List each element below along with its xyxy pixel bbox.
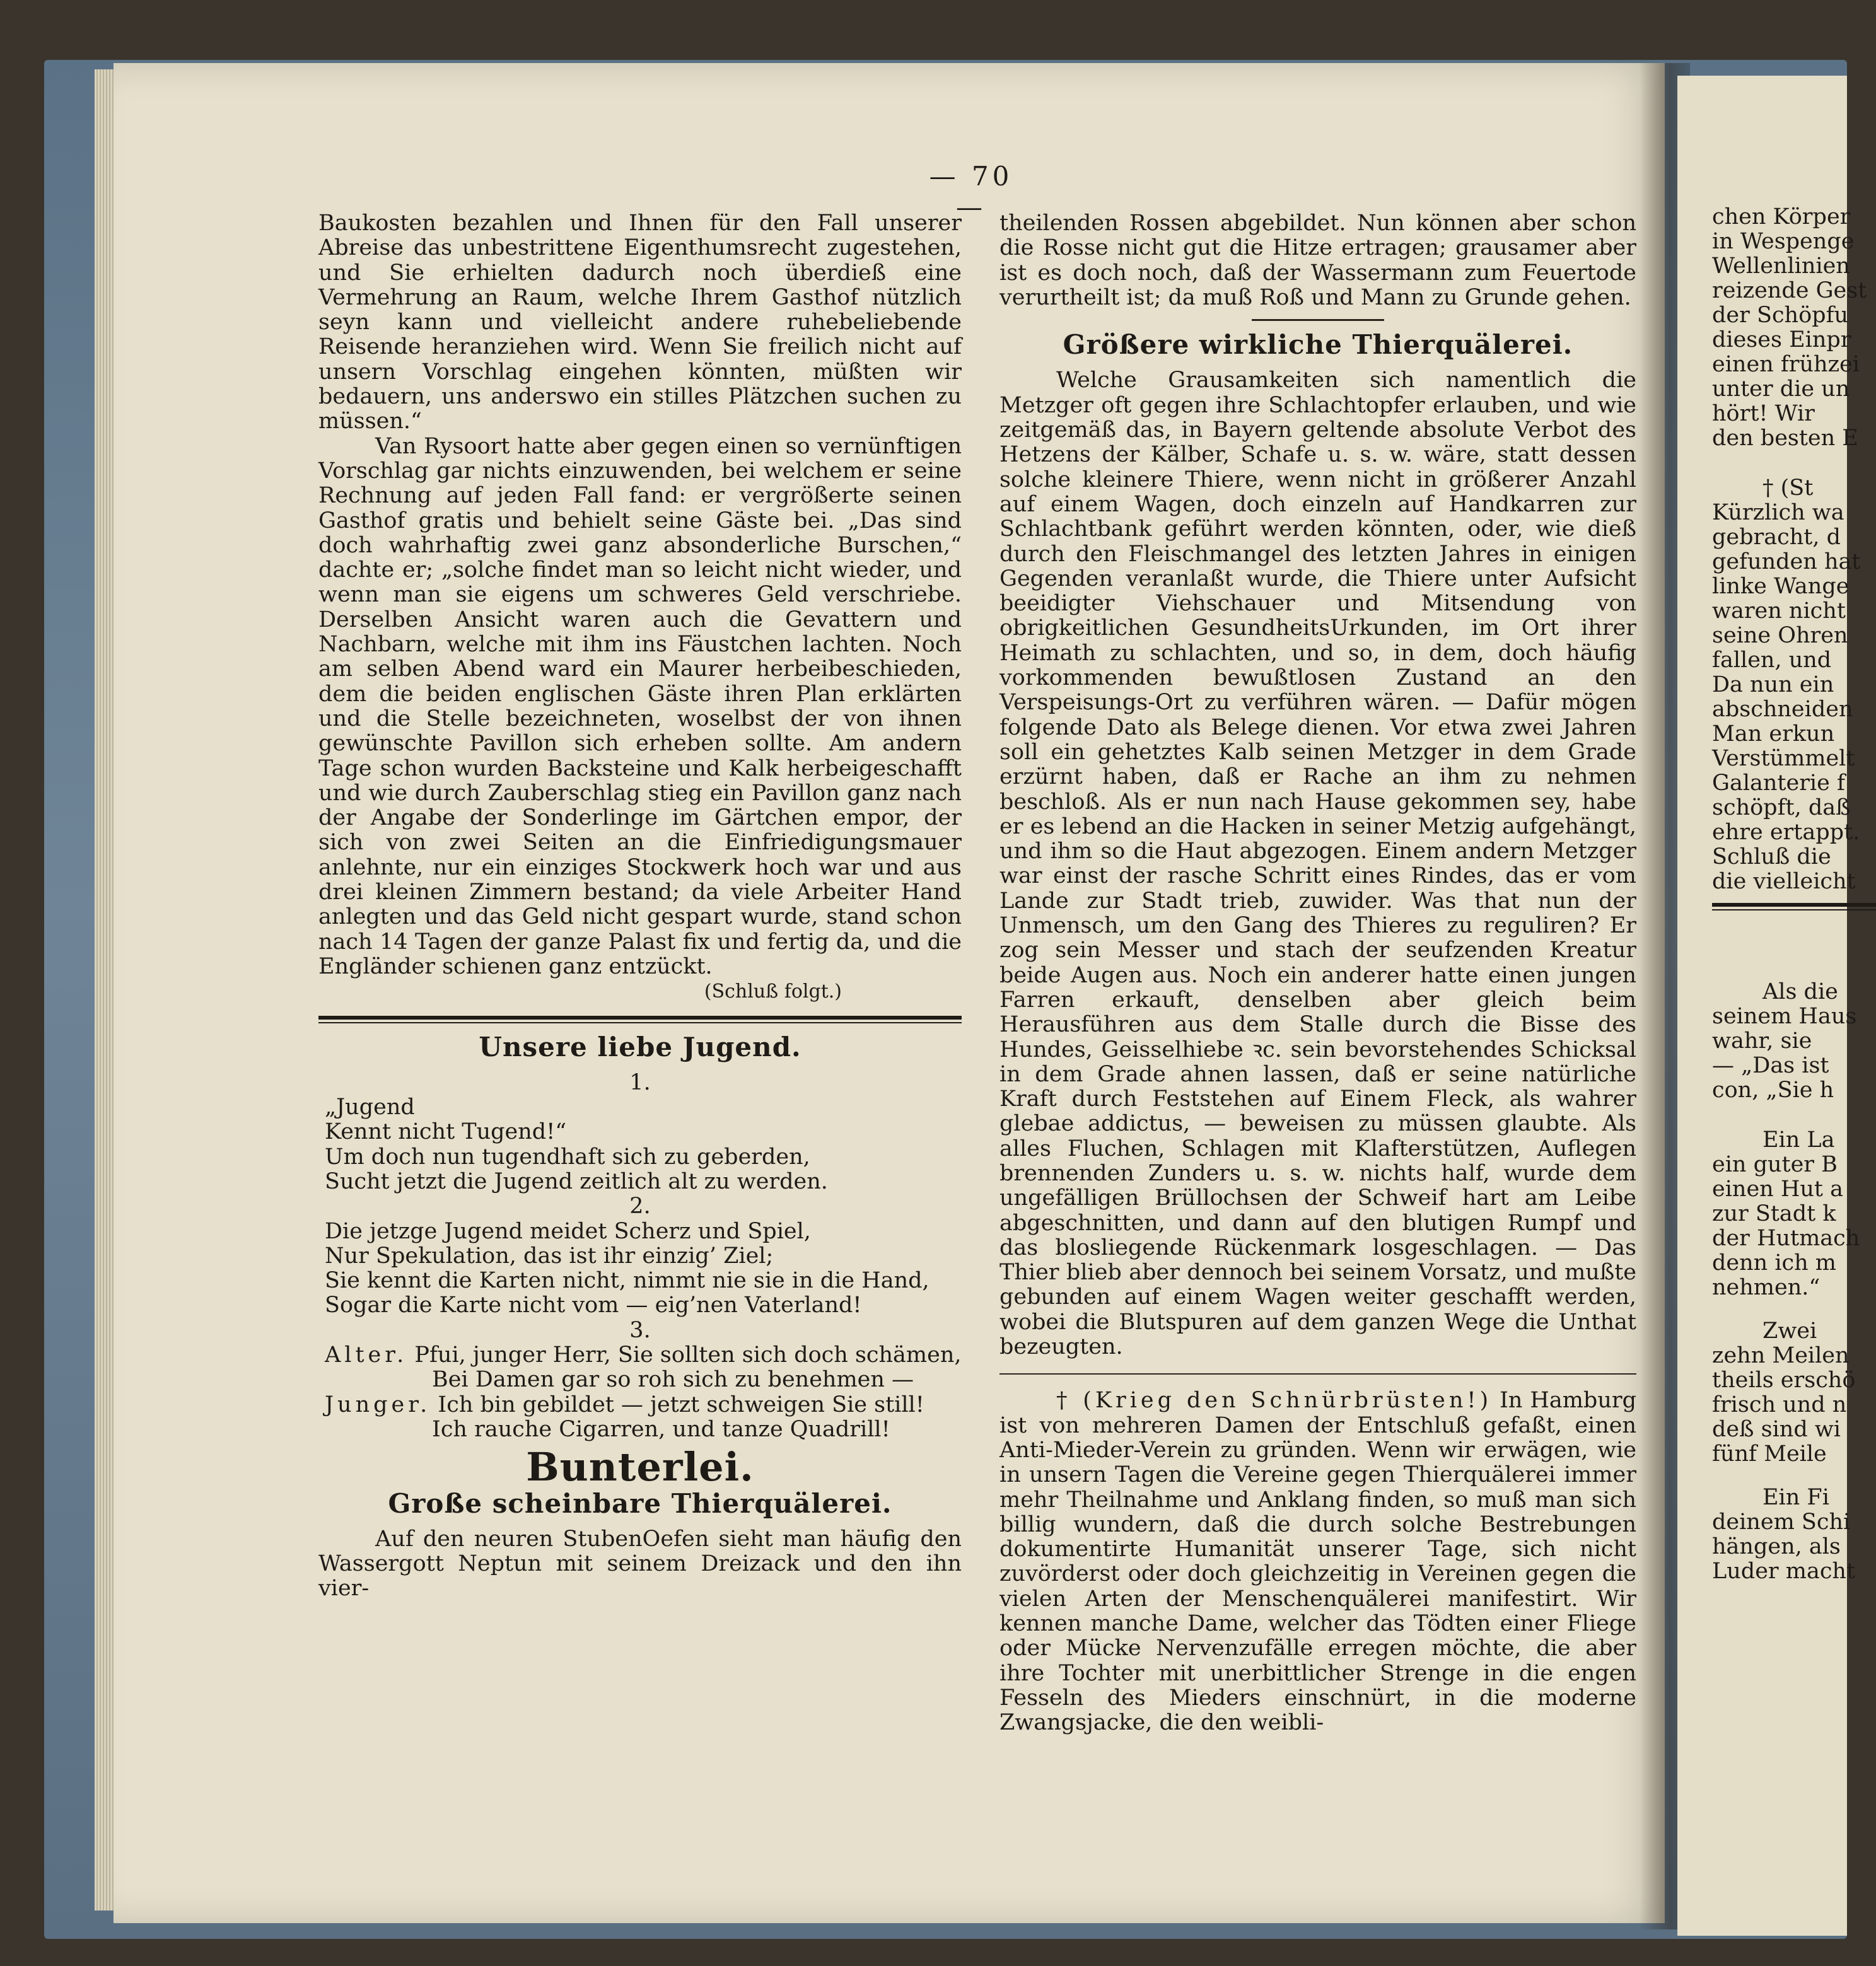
verse-line: Kennt nicht Tugend!“ (325, 1119, 567, 1145)
text-line: Verstümmelt (1712, 746, 1855, 771)
text-line: einen Hut a (1712, 1177, 1843, 1202)
text-line: Wellenlinien (1712, 253, 1850, 279)
left-column (318, 211, 962, 1602)
text-line: ehre ertappt. (1712, 820, 1860, 845)
text-line: Als die (1762, 979, 1838, 1004)
text-line: — „Das ist (1712, 1053, 1829, 1078)
stanza (318, 1095, 962, 1194)
stanza-number: 1. (629, 1069, 651, 1095)
text-block (1712, 980, 1876, 1103)
text-line: hängen, als (1712, 1534, 1841, 1559)
verse-line: Um doch nun tugendhaft sich zu geberden, (325, 1144, 810, 1170)
paragraph: theilenden Rossen abgebildet. Nun können aber schon die Rosse nicht gut die Hitze ertragen; grausamer aber ist es doch noch, daß der Wassermann zum Feuertode verurtheilt ist; da muß Roß und Mann zu Grunde gehen. (999, 211, 1636, 310)
speaker: Junger. (325, 1392, 431, 1417)
paragraph: Van Rysoort hatte aber gegen einen so vernünftigen Vorschlag gar nichts einzuwenden, bei welchem er seine Rechnung auf jeden Fall fand: er vergrößerte seinen Gasthof gratis und behielt seine Gäste bei. „Das sind doch wahrhaftig zwei ganz absonderliche Burschen,“ dachte er; „solche findet man so leicht nicht wieder, und wenn man sie eigens um schweres Geld verschriebe. Derselben Ansicht waren auch die Gevattern und Nachbarn, welche mit ihm ins Fäustchen lachten. Noch am selben Abend ward ein Maurer herbeibeschieden, dem die beiden englischen Gäste ihren Plan erklärten und die Stelle bezeichneten, woselbst der von ihnen gewünschte Pavillon sich erheben sollte. Am andern Tage schon wurden Backsteine und Kalk herbeigeschafft und wie durch Zauberschlag stieg ein Pavillon ganz nach der Angabe der Sonderlinge im Gärtchen empor, der sich von zwei Seiten an die Einfriedigungsmauer anlehnte, nur ein einziges Stockwerk hoch war und aus drei kleinen Zimmern bestand; da viele Arbeiter Hand anlegten und das Geld nicht gespart wurde, stand schon nach 14 Tagen der ganze Palast fix und fertig da, und die Engländer schienen ganz entzückt. (318, 433, 962, 979)
text-line: wahr, sie (1712, 1028, 1812, 1054)
text-line: der Schöpfu (1712, 303, 1849, 328)
text-block (1712, 205, 1876, 451)
text-line: schöpft, daß (1712, 795, 1851, 820)
verse-line: Sogar die Karte nicht vom — eig’nen Vaterland! (325, 1293, 862, 1318)
stanza (318, 1343, 962, 1442)
text-line: reizende Gest (1712, 278, 1867, 303)
text-line: Galanterie f (1712, 771, 1845, 796)
verse-line: Sucht jetzt die Jugend zeitlich alt zu werden. (325, 1168, 828, 1194)
paragraph: Auf den neuren StubenOefen sieht man häufig den Wassergott Neptun mit seinem Dreizack und den ihn vier- (318, 1526, 962, 1602)
page-number: — 70 — (929, 161, 1013, 223)
text-line: gebracht, d (1712, 525, 1841, 550)
text-line: der Hutmach (1712, 1226, 1860, 1251)
text-line: die vielleicht (1712, 869, 1856, 894)
verse-line: „Jugend (325, 1095, 415, 1120)
text-line: Ein La (1762, 1127, 1835, 1153)
middle-column (999, 211, 1636, 1736)
text-block (1712, 1128, 1876, 1300)
divider (318, 1016, 962, 1023)
stanza-number: 3. (629, 1317, 651, 1343)
divider (999, 1373, 1636, 1375)
dialog-line (325, 1393, 962, 1417)
text-line: fünf Meile (1712, 1441, 1827, 1467)
verse-text: Bei Damen gar so roh sich zu benehmen — (432, 1367, 914, 1393)
paragraph: Baukosten bezahlen und Ihnen für den Fall unserer Abreise das unbestrittene Eigenthumsrecht zugestehen, und Sie erhielten dadurch noch überdieß eine Vermehrung an Raum, welche Ihrem Gasthof nützlich seyn kann und vielleicht andere ruhebeliebende Reisende heranziehen wird. Wenn Sie freilich nicht auf unsern Vorschlag eingehen könnten, müßten wir bedauern, uns anderswo ein stilles Plätzchen suchen zu müssen.“ (318, 211, 962, 434)
text-line: Luder macht (1712, 1559, 1856, 1584)
article-text: In Hamburg ist von mehreren Damen der Entschluß gefaßt, einen Anti-Mieder-Verein zu gründen. Wenn wir erwägen, wie in unsern Tagen die Vereine gegen Thierquälerei immer mehr Theilnahme und Anklang finden, so muß man sich billig wundern, daß die durch solche Bestrebungen dokumentirte Humanität unserer Tage, sich nicht zuvörderst oder doch gleichzeitig in Vereinen gegen die vielen Arten der Menschenquälerei manifestirt. Wir kennen manche Dame, welcher das Tödten einer Fliege oder Mücke Nervenzufälle erregen möchte, die aber ihre Tochter mit unerbittlicher Strenge in die engen Fesseln des Mieders einschnürt, in die moderne Zwangsjacke, die den weibli- (999, 1388, 1636, 1736)
text-line: frisch und n (1712, 1392, 1847, 1417)
stanza-number: 2. (629, 1194, 651, 1219)
text-line: deß sind wi (1712, 1417, 1841, 1442)
text-line: linke Wange (1712, 574, 1850, 599)
text-line: Schluß die (1712, 844, 1831, 870)
article-heading: Größere wirkliche Thierquälerei. (1063, 329, 1573, 361)
text-line: abschneiden (1712, 697, 1853, 722)
text-block (1712, 1486, 1876, 1584)
verse-text: Pfui, junger Herr, Sie sollten sich doch schämen, (414, 1342, 962, 1368)
text-line: dieses Einpr (1712, 327, 1851, 352)
section-title: Bunterlei. (526, 1444, 754, 1491)
dialog-line (325, 1368, 962, 1392)
text-line: denn ich m (1712, 1250, 1836, 1276)
verse-line: Die jetzge Jugend meidet Scherz und Spiel, (325, 1218, 811, 1244)
to-be-continued: (Schluß folgt.) (704, 980, 842, 1003)
text-line: seine Ohren (1712, 623, 1848, 648)
text-line: zur Stadt k (1712, 1201, 1836, 1226)
sub-title: Große scheinbare Thierquälerei. (388, 1487, 892, 1519)
text-line: zehn Meilen (1712, 1343, 1850, 1368)
article-lead: † (Krieg den Schnürbrüsten!) (1056, 1388, 1493, 1414)
text-line: einen frühzei (1712, 352, 1860, 377)
text-line: in Wespenge (1712, 229, 1855, 254)
verse-line: Sie kennt die Karten nicht, nimmt nie sie in die Hand, (325, 1268, 929, 1294)
text-line: Zwei (1762, 1318, 1817, 1344)
text-line: seinem Haus (1712, 1004, 1857, 1029)
stanza (318, 1219, 962, 1318)
text-line: fallen, und (1712, 648, 1832, 673)
text-line: den besten E (1712, 426, 1858, 451)
verse-text: Ich bin gebildet — jetzt schweigen Sie still! (438, 1392, 924, 1417)
text-line: theils erschö (1712, 1368, 1856, 1393)
verse-line: Nur Spekulation, das ist ihr einzig’ Ziel; (325, 1243, 774, 1269)
text-line: gefunden hat (1712, 549, 1861, 574)
text-block (1712, 1319, 1876, 1467)
divider (1252, 319, 1384, 321)
text-line: hört! Wir (1712, 401, 1815, 426)
text-block (1712, 476, 1876, 894)
text-line: ein guter B (1712, 1152, 1838, 1177)
text-line: Kürzlich wa (1712, 500, 1844, 525)
text-line: Man erkun (1712, 721, 1835, 747)
divider (1712, 903, 1876, 910)
text-line: deinem Schi (1712, 1509, 1851, 1535)
right-column-fragment (1712, 205, 1876, 1584)
poem-title: Unsere liebe Jugend. (479, 1031, 801, 1062)
text-line: nehmen.“ (1712, 1275, 1821, 1300)
dialog-line (325, 1417, 962, 1442)
text-line: Da nun ein (1712, 672, 1834, 697)
text-line: † (St (1762, 475, 1814, 501)
text-line: chen Körper (1712, 204, 1851, 230)
text-line: waren nicht (1712, 598, 1846, 624)
verse-text: Ich rauche Cigarren, und tanze Quadrill! (432, 1416, 890, 1442)
text-line: Ein Fi (1762, 1485, 1829, 1510)
speaker: Alter. (325, 1342, 408, 1368)
text-line: con, „Sie h (1712, 1078, 1834, 1103)
text-line: unter die un (1712, 376, 1850, 402)
dialog-line (325, 1343, 962, 1368)
paragraph (999, 1388, 1636, 1735)
paragraph: Welche Grausamkeiten sich namentlich die Metzger oft gegen ihre Schlachtopfer erlauben, und wie zeitgemäß das, in Bayern geltende absolute Verbot des Hetzens der Kälber, Schafe u. s. w. wäre, statt dessen solche kleinere Thiere, wenn nicht in größerer Anzahl auf einem Wagen, doch einzeln auf Handkarren zur Schlachtbank geführt werden könnten, oder, wie dieß durch den Fleischmangel des letzten Jahres in einigen Gegenden veranlaßt wurde, die Thiere unter Aufsicht beeidigter Viehschauer und Mitsendung von obrigkeitlichen GesundheitsUrkunden, im Ort ihrer Heimath zu schlachten, und so, in dem, doch häufig vorkommenden bewußtlosen Zustand an den Verspeisungs-Ort zu verführen wären. — Dafür mögen folgende Dato als Belege dienen. Vor etwa zwei Jahren soll ein gehetztes Kalb seinen Metzger in dem Grade erzürnt haben, daß er Rache an ihm zu nehmen beschloß. Als er nun nach Hause gekommen sey, habe er es lebend an die Hacken in seiner Metzig aufgehängt, und ihm so die Haut abgezogen. Einem andern Metzger war einst der rasche Schritt eines Rindes, das er vom Lande zur Stadt trieb, zuwider. Was that nun der Unmensch, um den Gang des Thieres zu reguliren? Er zog sein Messer und stach der seufzenden Kreatur beide Augen aus. Noch ein anderer hatte einen jungen Farren erkauft, denselben aber gleich beim Herausführen aus dem Stalle durch die Bisse des Hundes, Geisselhiebe ꝛc. sein bevorstehendes Schicksal in dem Grade ahnen lassen, daß er seine natürliche Kraft durch Feststehen auf Einem Fleck, als wahrer glebae addictus, — beweisen zu müssen glaubte. Als alles Fluchen, Schlagen mit Klafterstützen, Auflegen brennenden Zunders u. s. w. nichts half, wurde dem ungefälligen Brüllochsen der Schweif hart am Leibe abgeschnitten, und dann auf den blutigen Rumpf und das blosliegende Rückenmark losgeschlagen. — Das Thier blieb aber dennoch bei seinem Vorsatz, und mußte gebunden auf einem Wagen weiter geschafft werden, wobei die Blutspuren auf dem ganzen Wege die Unthat bezeugten. (999, 368, 1636, 1360)
